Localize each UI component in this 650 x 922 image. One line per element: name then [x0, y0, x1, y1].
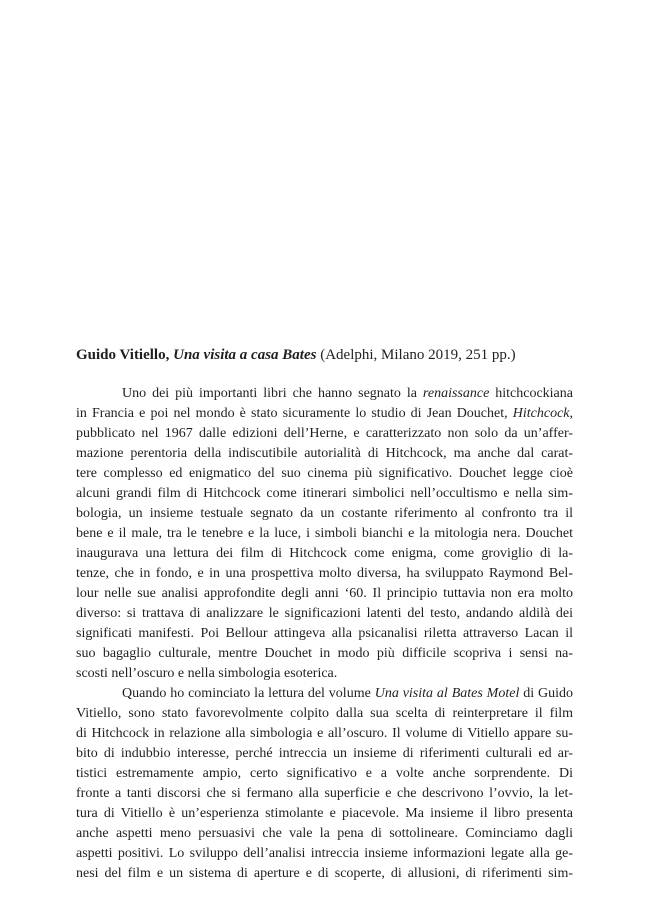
text-line: [76, 584, 573, 604]
text-line: [76, 664, 573, 684]
text-run: lour nelle sue analisi approfondite degli anni ‘60. Il principio tuttavia non era molto: [76, 586, 573, 601]
text-line: [76, 464, 573, 484]
text-run: nesi del film e un sistema di aperture e di scoperte, di allusioni, di riferimenti sim-: [76, 866, 573, 881]
text-run: Quando ho cominciato la lettura del volume: [122, 686, 375, 701]
text-line: [76, 784, 573, 804]
paragraph: [76, 684, 573, 884]
text-run: inaugurava una lettura dei film di Hitchcock come enigma, come groviglio di la-: [76, 546, 573, 561]
italic-title: Hitchcock: [512, 406, 570, 421]
text-run: ,: [569, 406, 573, 421]
text-run: diverso: si trattava di analizzare le significazioni latenti del testo, andando aldilà dei: [76, 606, 573, 621]
text-run: tere complesso ed enigmatico del suo cinema più significativo. Douchet legge cioè: [76, 466, 573, 481]
text-line: [76, 864, 573, 884]
text-run: alcuni grandi film di Hitchcock come itinerari simbolici nell’occultismo e nella sim-: [76, 486, 573, 501]
text-run: mazione perentoria della indiscutibile autorialità di Hitchcock, ma anche dal carat-: [76, 446, 573, 461]
publication-details: (Adelphi, Milano 2019, 251 pp.): [320, 347, 516, 363]
text-line: [76, 804, 573, 824]
text-line: [76, 484, 573, 504]
text-run: tenze, che in fondo, e in una prospettiva molto diversa, ha sviluppato Raymond Bel-: [76, 566, 573, 581]
text-run: bene e il male, tra le tenebre e la luce, i simboli bianchi e la mitologia nera. Douchet: [76, 526, 573, 541]
text-run: hitchcockiana: [489, 386, 573, 401]
text-line: [76, 764, 573, 784]
text-line: [76, 644, 573, 664]
text-line: [76, 524, 573, 544]
text-run: tistici estremamente ampio, certo significativo e a volte anche sorprendente. Di: [76, 766, 573, 781]
book-title: Una visita a casa Bates: [173, 347, 317, 363]
text-line: [76, 424, 573, 444]
text-run: aspetti positivi. Lo sviluppo dell’analisi intreccia insieme informazioni legate alla ge-: [76, 846, 573, 861]
italic-title: renaissance: [422, 386, 490, 401]
text-run: anche aspetti meno persuasivi che vale la pena di sottolineare. Cominciamo dagli: [76, 826, 573, 841]
text-run: bologia, un insieme testuale segnato da un costante riferimento al confronto tra il: [76, 506, 573, 521]
paragraph: [76, 384, 573, 684]
text-line: [76, 844, 573, 864]
text-line: [76, 704, 573, 724]
text-line: [76, 544, 573, 564]
text-run: fronte a tanti discorsi che si fermano alla superficie e che descrivono l’ovvio, la let-: [76, 786, 573, 801]
text-run: scosti nell’oscuro e nella simbologia esoterica.: [76, 666, 338, 681]
review-body: [76, 384, 573, 884]
text-run: di Hitchcock in relazione alla simbologia e all’oscuro. Il volume di Vitiello appare su-: [76, 726, 573, 741]
text-run: Vitiello, sono stato favorevolmente colpito dalla sua scelta di reinterpretare il film: [76, 706, 573, 721]
text-line: [76, 404, 573, 424]
text-line: [76, 564, 573, 584]
review-heading: [76, 346, 573, 364]
text-line: [76, 384, 573, 404]
italic-title: Una visita al Bates Motel: [374, 686, 520, 701]
text-line: [76, 724, 573, 744]
text-line: [76, 604, 573, 624]
text-line: [76, 504, 573, 524]
text-run: in Francia e poi nel mondo è stato sicuramente lo studio di Jean Douchet,: [76, 406, 513, 421]
author-name: Guido Vitiello,: [76, 347, 170, 363]
text-run: bito di indubbio interesse, perché intreccia un insieme di riferimenti culturali ed ar-: [76, 746, 573, 761]
text-run: di Guido: [519, 686, 574, 701]
text-run: tura di Vitiello è un’esperienza stimolante e piacevole. Ma insieme il libro presenta: [76, 806, 573, 821]
text-run: suo bagaglio culturale, mentre Douchet in modo più difficile scopriva i sensi na-: [76, 646, 573, 661]
review-page: [76, 346, 573, 884]
text-line: [76, 624, 573, 644]
text-line: [76, 684, 573, 704]
text-run: pubblicato nel 1967 dalle edizioni dell’Herne, e caratterizzato non solo da un’affer-: [76, 426, 573, 441]
text-run: Uno dei più importanti libri che hanno segnato la: [122, 386, 423, 401]
text-line: [76, 824, 573, 844]
text-line: [76, 444, 573, 464]
text-line: [76, 744, 573, 764]
text-run: significati manifesti. Poi Bellour attingeva alla psicanalisi riletta attraverso Lacan il: [76, 626, 573, 641]
